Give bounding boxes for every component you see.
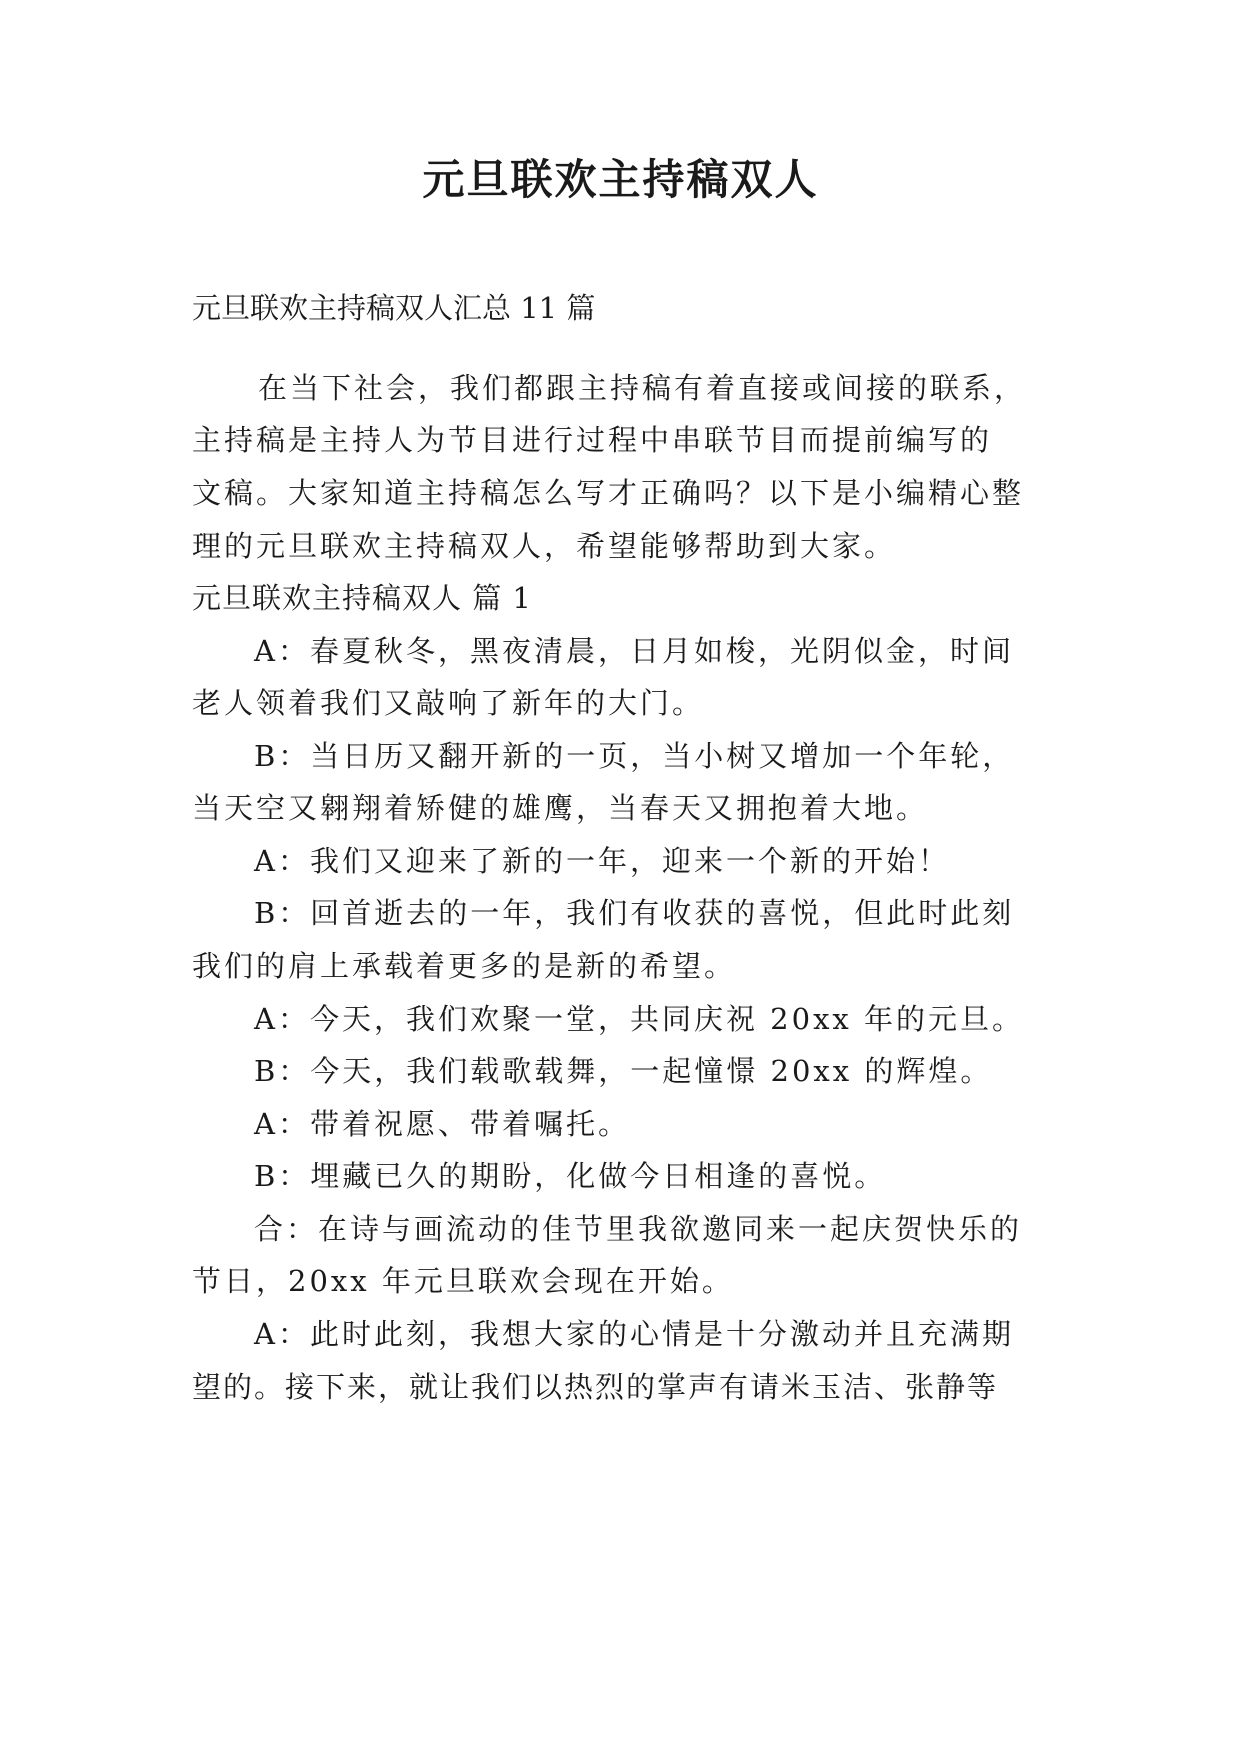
paragraph-line: B：回首逝去的一年，我们有收获的喜悦，但此时此刻 [254, 896, 1015, 930]
paragraph-line: 望的。接下来，就让我们以热烈的掌声有请米玉洁、张静等 [192, 1370, 999, 1404]
paragraph-line: 合：在诗与画流动的佳节里我欲邀同来一起庆贺快乐的 [254, 1212, 1023, 1246]
document-title: 元旦联欢主持稿双人 [422, 155, 819, 204]
paragraph-line: 当天空又翱翔着矫健的雄鹰，当春天又拥抱着大地。 [192, 791, 929, 825]
paragraph-line: B：当日历又翻开新的一页，当小树又增加一个年轮， [254, 739, 1015, 773]
paragraph-line: 主持稿是主持人为节目进行过程中串联节目而提前编写的 [192, 423, 993, 457]
paragraph-line: B：埋藏已久的期盼，化做今日相逢的喜悦。 [254, 1159, 887, 1193]
document-subtitle: 元旦联欢主持稿双人汇总 11 篇 [192, 291, 596, 325]
paragraph-line: A：我们又迎来了新的一年，迎来一个新的开始！ [254, 844, 950, 878]
paragraph-line: 老人领着我们又敲响了新年的大门。 [192, 686, 705, 720]
paragraph-line: 文稿。大家知道主持稿怎么写才正确吗？以下是小编精心整 [192, 476, 1025, 510]
paragraph-line: A：带着祝愿、带着嘱托。 [254, 1107, 630, 1141]
paragraph-line: A：此时此刻，我想大家的心情是十分激动并且充满期 [254, 1317, 1014, 1351]
paragraph-line: B：今天，我们载歌载舞，一起憧憬 20xx 的辉煌。 [254, 1054, 993, 1088]
paragraph-line: 节日，20xx 年元旦联欢会现在开始。 [192, 1264, 734, 1298]
paragraph-line: 我们的肩上承载着更多的是新的希望。 [192, 949, 737, 983]
paragraph-line: A：今天，我们欢聚一堂，共同庆祝 20xx 年的元旦。 [254, 1002, 1024, 1036]
section-heading: 元旦联欢主持稿双人 篇 1 [192, 581, 532, 615]
paragraph-line: 理的元旦联欢主持稿双人，希望能够帮助到大家。 [192, 529, 897, 563]
paragraph-line: A：春夏秋冬，黑夜清晨，日月如梭，光阴似金，时间 [254, 634, 1014, 668]
paragraph-line: 在当下社会，我们都跟主持稿有着直接或间接的联系， [258, 371, 1027, 405]
